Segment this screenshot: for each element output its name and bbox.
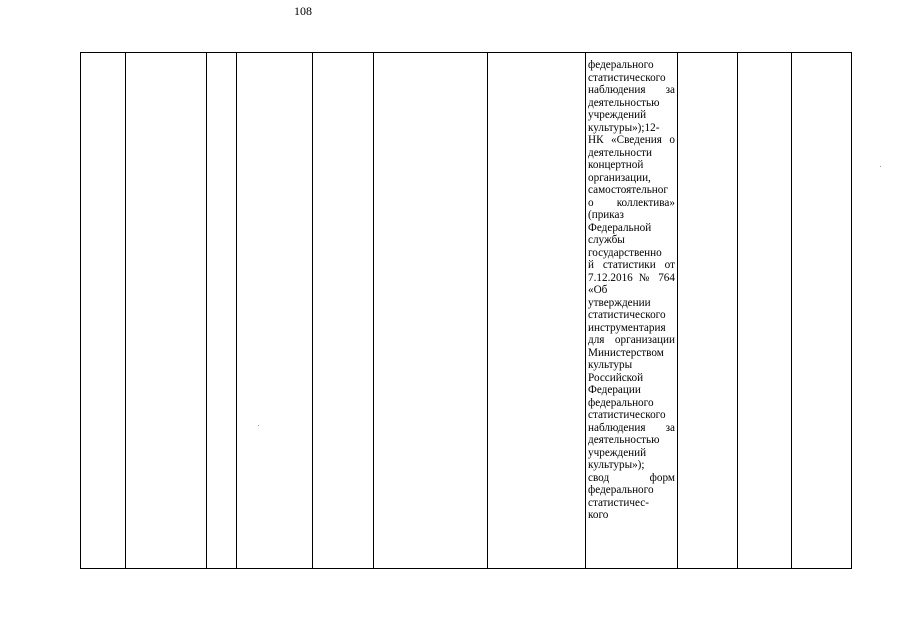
cell-text-line: статистического: [588, 71, 666, 84]
scan-speck: [880, 166, 881, 167]
cell-text-line: НК «Сведения о: [588, 134, 675, 146]
cell-text-line: самостоятельног: [588, 184, 668, 196]
cell-text-line: организации,: [588, 171, 651, 184]
cell-text-line: Российской: [588, 371, 644, 384]
cell-text-line: статистического: [588, 309, 666, 321]
column-divider: [791, 53, 792, 568]
cell-text-line: деятельностью: [588, 96, 660, 109]
column-divider: [585, 53, 586, 568]
cell-text-line: свод форм: [588, 471, 675, 484]
cell-text-line: культуры: [588, 359, 633, 371]
cell-text-line: федерального: [588, 396, 654, 409]
column-divider: [737, 53, 738, 568]
cell-text-line: службы: [588, 234, 625, 246]
table-cell-text: [588, 59, 675, 522]
cell-text-line: государственно: [588, 246, 662, 259]
scan-speck: [258, 425, 259, 426]
cell-text-line: Министерством: [588, 346, 664, 359]
column-divider: [373, 53, 374, 568]
cell-text-line: федерального: [588, 484, 654, 496]
cell-text-line: федерального: [588, 59, 654, 71]
cell-text-line: наблюдения за: [588, 84, 675, 96]
cell-text-line: статистичес-: [588, 496, 649, 509]
cell-text-line: 7.12.2016 № 764: [588, 271, 675, 284]
column-divider: [312, 53, 313, 568]
document-table: [80, 52, 852, 569]
cell-text-line: учреждений: [588, 446, 647, 459]
cell-text-line: й статистики от: [588, 259, 675, 271]
column-divider: [206, 53, 207, 568]
cell-text-line: культуры»);: [588, 459, 645, 471]
cell-text-line: утверждении: [588, 296, 651, 309]
cell-text-line: наблюдения за: [588, 421, 675, 434]
cell-text-line: учреждений: [588, 109, 647, 121]
page-number: 108: [294, 4, 312, 18]
column-divider: [487, 53, 488, 568]
cell-text-line: «Об: [588, 284, 608, 296]
cell-text-line: для организации: [588, 334, 675, 346]
cell-text-line: деятельности: [588, 146, 653, 159]
column-divider: [125, 53, 126, 568]
cell-text-line: инструментария: [588, 321, 666, 334]
cell-text-line: концертной: [588, 159, 644, 171]
cell-text-line: деятельностью: [588, 434, 660, 446]
column-divider: [236, 53, 237, 568]
cell-text-line: Федеральной: [588, 221, 652, 234]
cell-text-line: (приказ: [588, 209, 624, 221]
cell-text-line: Федерации: [588, 384, 641, 396]
cell-text-line: статистического: [588, 409, 666, 421]
column-divider: [677, 53, 678, 568]
cell-text-line: о коллектива»: [588, 196, 675, 209]
cell-text-line: кого: [588, 509, 609, 521]
cell-text-line: культуры»);12-: [588, 121, 660, 134]
